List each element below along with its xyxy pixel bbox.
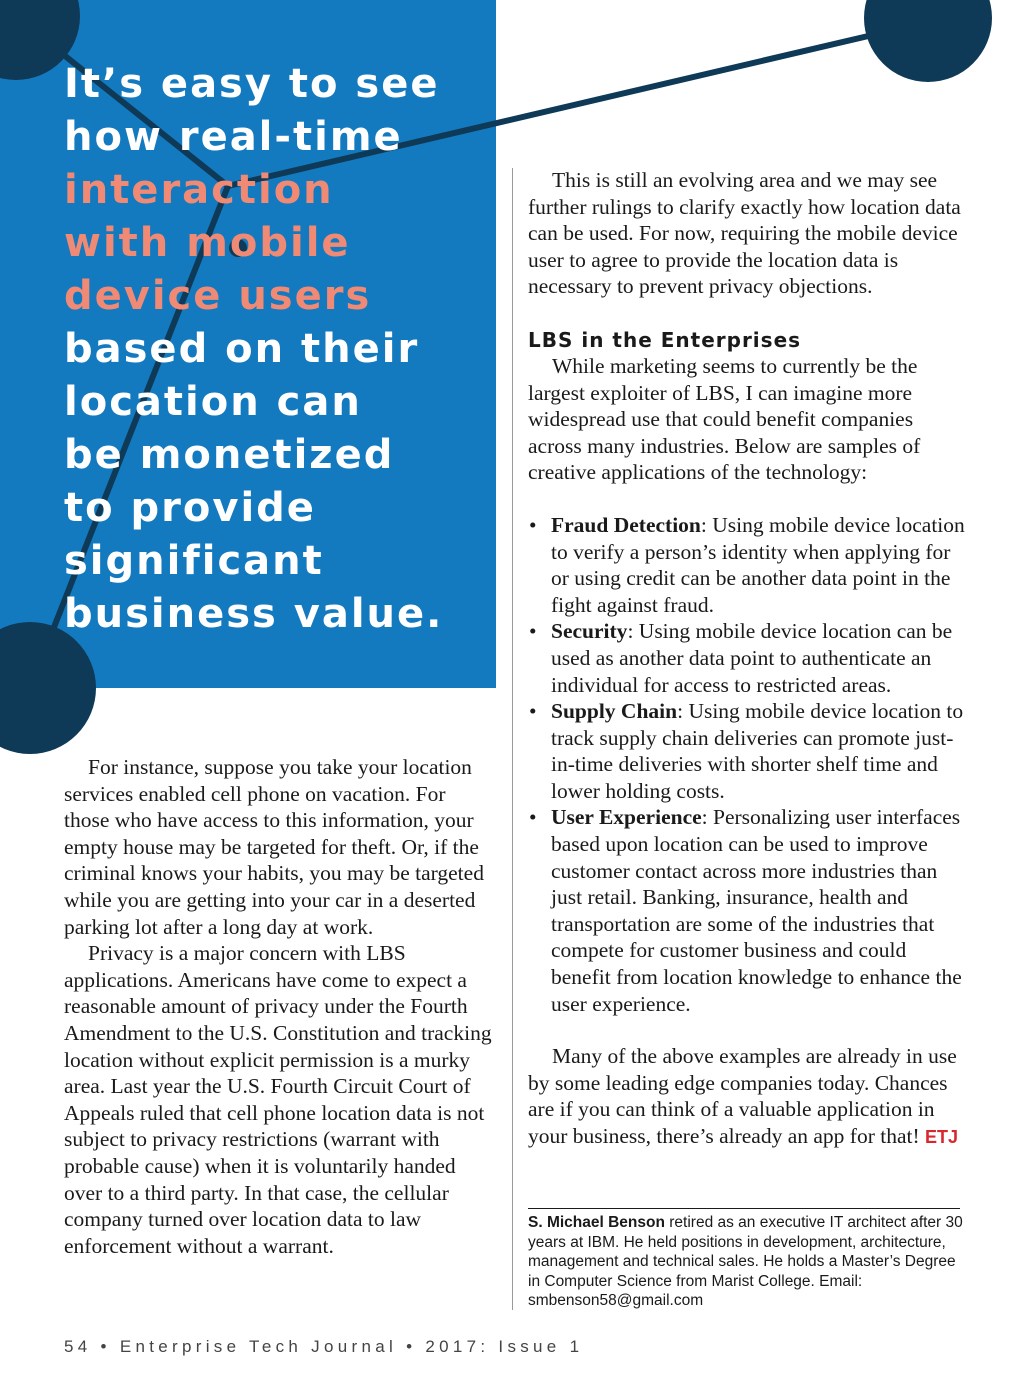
bullet-list [528, 512, 968, 1017]
bullet-icon: • [529, 805, 537, 830]
body-paragraph: Privacy is a major concern with LBS applications. Americans have come to expect a reasonable amount of privacy under the Fourth Amendment to the U.S. Constitution and tracking location without explicit permission is a murky area. Last year the U.S. Fourth Circuit Court of Appeals ruled that cell phone location data is not subject to privacy restrictions (warrant with probable cause) when it is voluntarily handed over to a third party. In that case, the cellular company turned over location data to law enforcement without a warrant. [64, 941, 492, 1258]
footer-bullet: • [406, 1337, 417, 1356]
list-item-text: : Using mobile device location can be used as another data point to authenticate an individual for access to restricted areas. [551, 619, 953, 697]
left-column [64, 754, 494, 1259]
page-number: 54 [64, 1337, 92, 1356]
page-footer [64, 1337, 583, 1357]
footer-bullet: • [100, 1337, 111, 1356]
bio-divider [528, 1208, 960, 1209]
body-paragraph: While marketing seems to currently be the largest exploiter of LBS, I can imagine more widespread use that could benefit companies across many industries. Below are samples of creative applications of the technology: [528, 353, 921, 485]
list-item-term: Fraud Detection [551, 512, 701, 537]
right-column [528, 167, 968, 1151]
node-circle [864, 0, 992, 82]
bullet-icon: • [529, 619, 537, 644]
list-item-text: : Personalizing user interfaces based upon location can be used to improve customer contact across more industries than just retail. Banking, insurance, health and transportation are some of the industries that compete for customer business and could benefit from location knowledge to enhance the user experience. [551, 805, 962, 1016]
issue-label: 2017: Issue 1 [425, 1337, 584, 1356]
list-item-term: User Experience [551, 805, 702, 830]
list-item-term: Security [551, 619, 628, 644]
node-circle [0, 622, 96, 754]
list-item-text: : Using mobile device location to track supply chain deliveries can promote just-in-time deliveries with shorter shelf time and lower holding costs. [551, 699, 964, 803]
author-name: S. Michael Benson [528, 1214, 665, 1231]
list-item-term: Supply Chain [551, 699, 678, 724]
section-heading: LBS in the Enterprises [528, 327, 802, 352]
list-item [528, 512, 968, 618]
list-item [528, 804, 968, 1017]
list-item-text: : Using mobile device location to verify a person’s identity when applying for or using credit can be another data point in the fight against fraud. [551, 512, 965, 617]
list-item [528, 618, 968, 698]
author-bio-text: retired as an executive IT architect after 30 years at IBM. He held positions in development, architecture, management and technical sales. He holds a Master’s Degree in Computer Science from Marist College. Email: smbenson58@gmail.com [528, 1214, 963, 1310]
etj-end-mark: ETJ [925, 1127, 959, 1147]
bullet-icon: • [529, 699, 537, 724]
closing-text: Many of the above examples are already in use by some leading edge companies today. Chances are if you can think of a valuable application in your business, there’s already an app for that! [528, 1044, 957, 1148]
bullet-icon: • [529, 512, 537, 537]
column-divider [512, 168, 513, 1310]
closing-paragraph [528, 1043, 968, 1150]
body-paragraph: This is still an evolving area and we may see further rulings to clarify exactly how location data can be used. For now, requiring the mobile device user to agree to provide the location data is necessary to prevent privacy objections. [528, 168, 961, 299]
body-paragraph: For instance, suppose you take your location services enabled cell phone on vacation. For those who have access to this information, your empty house may be targeted for theft. Or, if the criminal knows your habits, you may be targeted while you are getting into your car in a deserted parking lot after a long day at work. [64, 755, 484, 939]
list-item [528, 698, 968, 804]
author-bio [528, 1213, 964, 1311]
pull-quote: It’s easy to see how real-time interaction with mobile device users based on their location can be monetized to provide significant business value. [64, 61, 444, 637]
publication-name: Enterprise Tech Journal [119, 1337, 398, 1356]
